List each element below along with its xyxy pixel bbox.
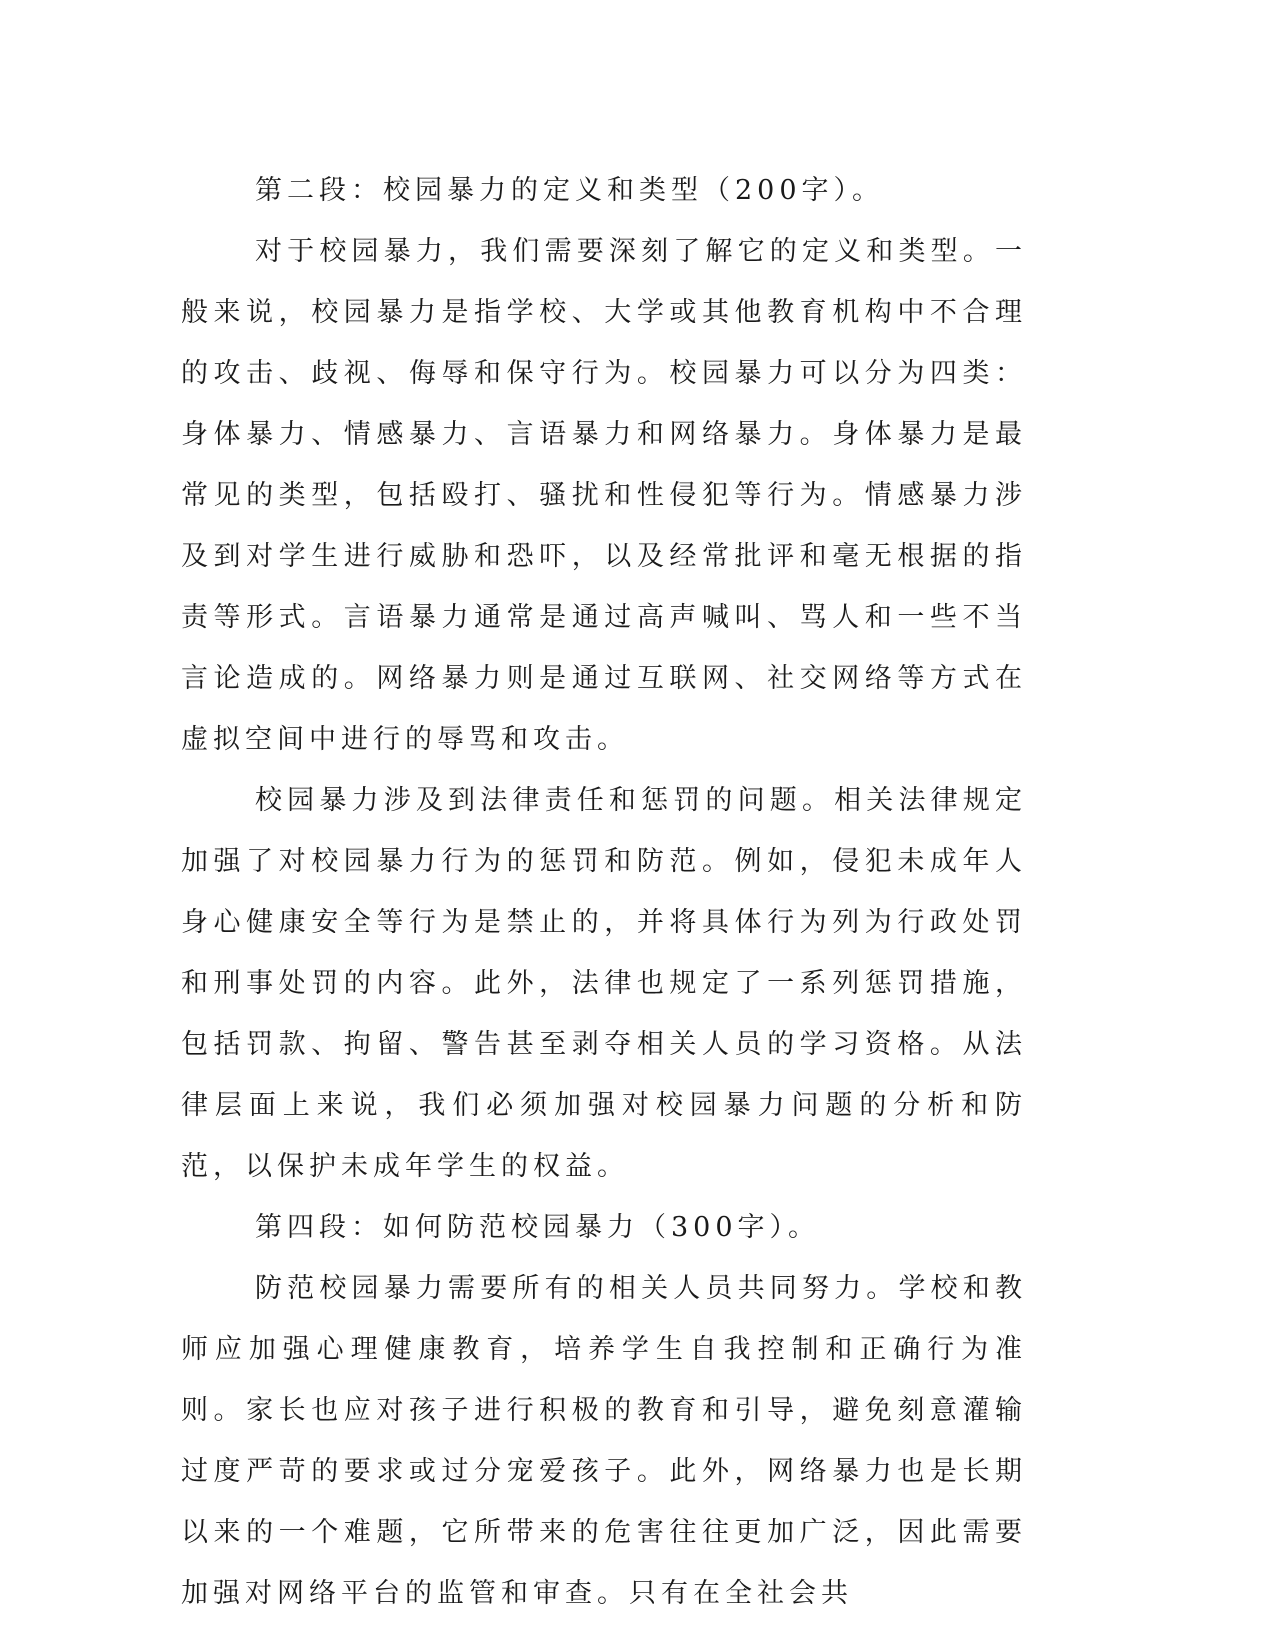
section-heading-2: 第二段：校园暴力的定义和类型（200字）。 xyxy=(255,175,885,206)
document-body xyxy=(181,160,1027,1624)
section-heading-4: 第四段：如何防范校园暴力（300字）。 xyxy=(255,1212,821,1243)
paragraph-definition-types: 对于校园暴力，我们需要深刻了解它的定义和类型。一般来说，校园暴力是指学校、大学或其他教育机构中不合理的攻击、歧视、侮辱和保守行为。校园暴力可以分为四类：身体暴力、情感暴力、言语暴力和网络暴力。身体暴力是最常见的类型，包括殴打、骚扰和性侵犯等行为。情感暴力涉及到对学生进行威胁和恐吓，以及经常批评和毫无根据的指责等形式。言语暴力通常是通过高声喊叫、骂人和一些不当言论造成的。网络暴力则是通过互联网、社交网络等方式在虚拟空间中进行的辱骂和攻击。 xyxy=(181,236,1027,755)
paragraph-prevention: 防范校园暴力需要所有的相关人员共同努力。学校和教师应加强心理健康教育，培养学生自我控制和正确行为准则。家长也应对孩子进行积极的教育和引导，避免刻意灌输过度严苛的要求或过分宠爱孩子。此外，网络暴力也是长期以来的一个难题，它所带来的危害往往更加广泛，因此需要加强对网络平台的监管和审查。只有在全社会共 xyxy=(181,1273,1027,1609)
paragraph-legal-responsibility: 校园暴力涉及到法律责任和惩罚的问题。相关法律规定加强了对校园暴力行为的惩罚和防范。例如，侵犯未成年人身心健康安全等行为是禁止的，并将具体行为列为行政处罚和刑事处罚的内容。此外，法律也规定了一系列惩罚措施，包括罚款、拘留、警告甚至剥夺相关人员的学习资格。从法律层面上来说，我们必须加强对校园暴力问题的分析和防范，以保护未成年学生的权益。 xyxy=(181,785,1027,1182)
